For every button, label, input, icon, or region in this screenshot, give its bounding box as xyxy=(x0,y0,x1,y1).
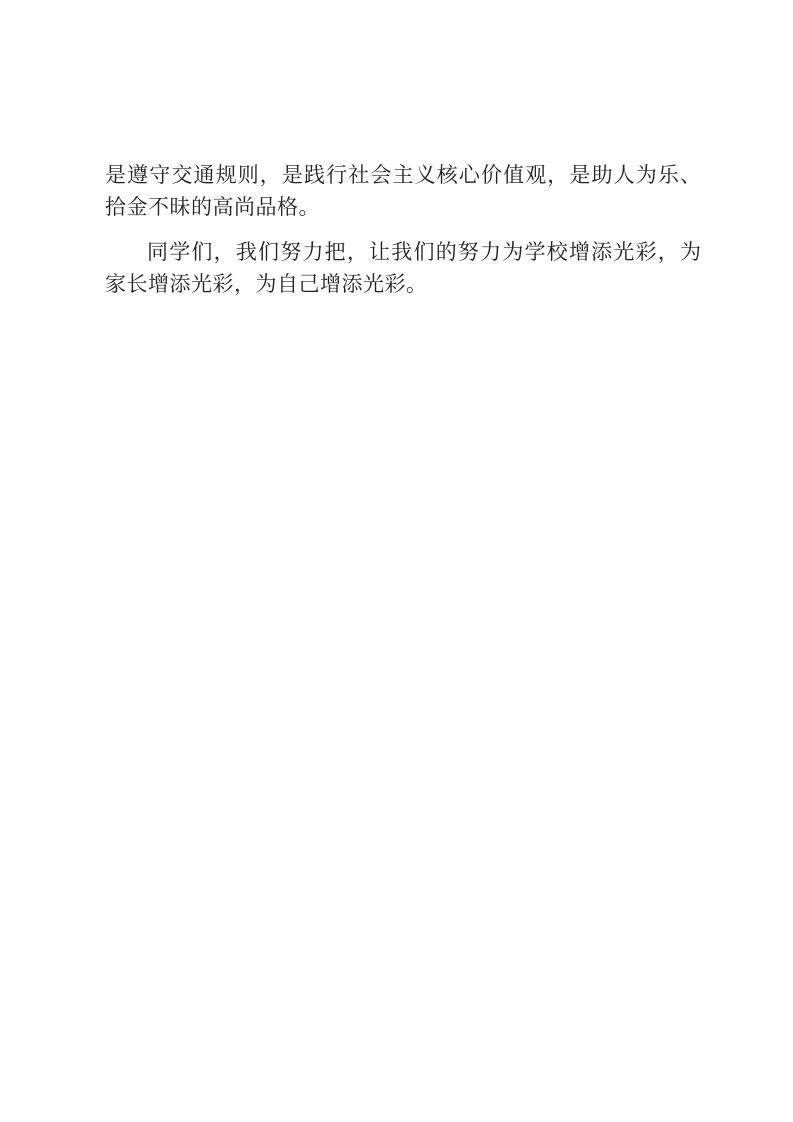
page-text-block xyxy=(105,160,701,300)
text-line: 拾金不昧的高尚品格。 xyxy=(105,194,320,219)
paragraph xyxy=(105,237,701,300)
text-line: 是遵守交通规则，是践行社会主义核心价值观，是助人为乐、 xyxy=(105,163,701,187)
text-line: 家长增添光彩，为自己增添光彩。 xyxy=(105,271,428,296)
text-line: 同学们，我们努力把，让我们的努力为学校增添光彩，为 xyxy=(147,240,701,264)
paragraph xyxy=(105,160,701,223)
